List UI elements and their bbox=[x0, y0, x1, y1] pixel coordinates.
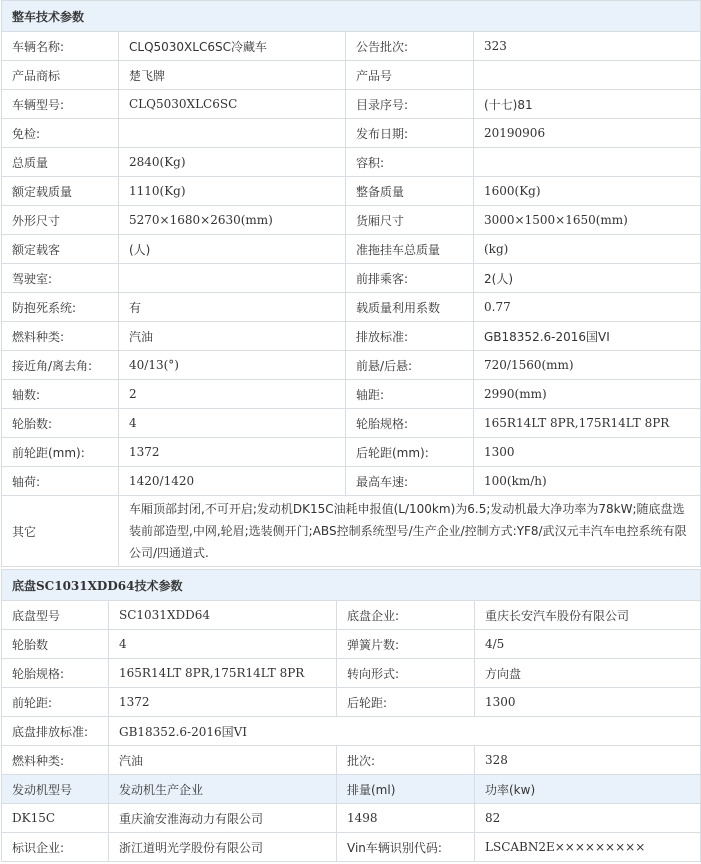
chassis-section-header: 底盘SC1031XDD64技术参数 bbox=[2, 570, 701, 601]
vehicle-param-value: CLQ5030XLC6SC冷藏车 bbox=[119, 32, 346, 61]
vehicle-param-value: (kg) bbox=[474, 235, 701, 264]
vehicle-param-value: (人) bbox=[119, 235, 346, 264]
vehicle-param-row bbox=[2, 380, 701, 409]
vehicle-param-row bbox=[2, 32, 701, 61]
vehicle-param-label: 驾驶室: bbox=[2, 264, 119, 293]
vehicle-param-row bbox=[2, 235, 701, 264]
chassis-param-value: 1372 bbox=[109, 688, 337, 717]
vehicle-param-label: 前排乘客: bbox=[346, 264, 474, 293]
vehicle-param-value: 40/13(°) bbox=[119, 351, 346, 380]
chassis-fuel-label: 燃料种类: bbox=[2, 746, 109, 775]
vehicle-param-label: 轮胎规格: bbox=[346, 409, 474, 438]
vehicle-param-label: 容积: bbox=[346, 148, 474, 177]
vehicle-param-label: 整备质量 bbox=[346, 177, 474, 206]
vehicle-param-label: 排放标准: bbox=[346, 322, 474, 351]
vehicle-param-row bbox=[2, 409, 701, 438]
vehicle-param-value: 有 bbox=[119, 293, 346, 322]
chassis-batch-value: 328 bbox=[475, 746, 701, 775]
vehicle-param-label: 额定载质量 bbox=[2, 177, 119, 206]
chassis-param-row bbox=[2, 601, 701, 630]
vehicle-param-row bbox=[2, 293, 701, 322]
vehicle-param-value: 1300 bbox=[474, 438, 701, 467]
chassis-param-value: 4 bbox=[109, 630, 337, 659]
vehicle-param-value: 1420/1420 bbox=[119, 467, 346, 496]
chassis-emission-label: 底盘排放标准: bbox=[2, 717, 109, 746]
engine-model-value: DK15C bbox=[2, 804, 109, 833]
vehicle-param-label: 产品商标 bbox=[2, 61, 119, 90]
vehicle-param-value: 2 bbox=[119, 380, 346, 409]
vehicle-param-label: 轴数: bbox=[2, 380, 119, 409]
label-company-value: 浙江道明光学股份有限公司 bbox=[109, 833, 337, 862]
chassis-param-value: 1300 bbox=[475, 688, 701, 717]
vehicle-param-label: 发布日期: bbox=[346, 119, 474, 148]
chassis-param-value: 4/5 bbox=[475, 630, 701, 659]
chassis-param-label: 弹簧片数: bbox=[337, 630, 475, 659]
chassis-param-row bbox=[2, 659, 701, 688]
chassis-param-row bbox=[2, 630, 701, 659]
vehicle-param-value: 323 bbox=[474, 32, 701, 61]
vin-value: LSCABN2E××××××××× bbox=[475, 833, 701, 862]
vehicle-param-value: 汽油 bbox=[119, 322, 346, 351]
vehicle-param-value: 2(人) bbox=[474, 264, 701, 293]
vehicle-params-table bbox=[1, 0, 701, 567]
other-label: 其它 bbox=[2, 496, 119, 567]
chassis-param-row bbox=[2, 688, 701, 717]
chassis-param-label: 转向形式: bbox=[337, 659, 475, 688]
vehicle-param-value: (十七)81 bbox=[474, 90, 701, 119]
vehicle-param-value: 2990(mm) bbox=[474, 380, 701, 409]
vehicle-param-value: 1600(Kg) bbox=[474, 177, 701, 206]
vehicle-param-row bbox=[2, 322, 701, 351]
vehicle-param-label: 额定载客 bbox=[2, 235, 119, 264]
vehicle-param-value bbox=[474, 61, 701, 90]
vehicle-param-label: 产品号 bbox=[346, 61, 474, 90]
vehicle-param-label: 接近角/离去角: bbox=[2, 351, 119, 380]
vehicle-param-value: 100(km/h) bbox=[474, 467, 701, 496]
engine-power-header: 功率(kw) bbox=[475, 775, 701, 804]
chassis-param-value: 方向盘 bbox=[475, 659, 701, 688]
engine-displacement-header: 排量(ml) bbox=[337, 775, 475, 804]
vehicle-param-row bbox=[2, 438, 701, 467]
chassis-param-value: 165R14LT 8PR,175R14LT 8PR bbox=[109, 659, 337, 688]
vehicle-param-row bbox=[2, 90, 701, 119]
chassis-param-label: 轮胎规格: bbox=[2, 659, 109, 688]
engine-displacement-value: 1498 bbox=[337, 804, 475, 833]
vehicle-param-label: 轮胎数: bbox=[2, 409, 119, 438]
chassis-fuel-value: 汽油 bbox=[109, 746, 337, 775]
vehicle-param-value bbox=[119, 119, 346, 148]
chassis-param-label: 底盘企业: bbox=[337, 601, 475, 630]
vehicle-param-row bbox=[2, 264, 701, 293]
vehicle-param-row bbox=[2, 61, 701, 90]
vehicle-param-label: 外形尺寸 bbox=[2, 206, 119, 235]
vehicle-param-label: 防抱死系统: bbox=[2, 293, 119, 322]
vehicle-param-value: 2840(Kg) bbox=[119, 148, 346, 177]
vehicle-param-value: 3000×1500×1650(mm) bbox=[474, 206, 701, 235]
vehicle-param-label: 载质量利用系数 bbox=[346, 293, 474, 322]
vehicle-param-label: 后轮距(mm): bbox=[346, 438, 474, 467]
vehicle-param-label: 免检: bbox=[2, 119, 119, 148]
vehicle-param-row bbox=[2, 119, 701, 148]
chassis-batch-label: 批次: bbox=[337, 746, 475, 775]
vehicle-param-label: 最高车速: bbox=[346, 467, 474, 496]
vehicle-param-row bbox=[2, 177, 701, 206]
vehicle-section-header: 整车技术参数 bbox=[2, 1, 701, 32]
vehicle-param-label: 轴荷: bbox=[2, 467, 119, 496]
chassis-param-label: 后轮距: bbox=[337, 688, 475, 717]
vehicle-param-row bbox=[2, 206, 701, 235]
vehicle-param-value: 165R14LT 8PR,175R14LT 8PR bbox=[474, 409, 701, 438]
vehicle-param-value: GB18352.6-2016国VI bbox=[474, 322, 701, 351]
chassis-params-table bbox=[1, 569, 701, 862]
vehicle-param-label: 目录序号: bbox=[346, 90, 474, 119]
vehicle-param-label: 轴距: bbox=[346, 380, 474, 409]
vehicle-param-row bbox=[2, 351, 701, 380]
vehicle-param-value bbox=[474, 148, 701, 177]
vehicle-param-value: 720/1560(mm) bbox=[474, 351, 701, 380]
vehicle-param-row bbox=[2, 148, 701, 177]
engine-maker-value: 重庆渝安淮海动力有限公司 bbox=[109, 804, 337, 833]
vehicle-param-label: 车辆型号: bbox=[2, 90, 119, 119]
chassis-param-label: 前轮距: bbox=[2, 688, 109, 717]
vehicle-param-value: 楚飞牌 bbox=[119, 61, 346, 90]
vehicle-param-value bbox=[119, 264, 346, 293]
vehicle-param-value: 0.77 bbox=[474, 293, 701, 322]
vehicle-param-value: CLQ5030XLC6SC bbox=[119, 90, 346, 119]
other-value: 车厢顶部封闭,不可开启;发动机DK15C油耗申报值(L/100km)为6.5;发动机最大净功率为78kW;随底盘选装前部造型,中网,轮眉;选装侧开门;ABS控制系统型号/生产企业/控制方式:YF8/武汉元丰汽车电控系统有限公司/四通道式. bbox=[119, 496, 701, 567]
chassis-param-value: 重庆长安汽车股份有限公司 bbox=[475, 601, 701, 630]
chassis-param-label: 底盘型号 bbox=[2, 601, 109, 630]
engine-maker-header: 发动机生产企业 bbox=[109, 775, 337, 804]
vehicle-param-label: 燃料种类: bbox=[2, 322, 119, 351]
vehicle-param-label: 前悬/后悬: bbox=[346, 351, 474, 380]
vehicle-param-label: 准拖挂车总质量 bbox=[346, 235, 474, 264]
chassis-param-label: 轮胎数 bbox=[2, 630, 109, 659]
vehicle-param-value: 1110(Kg) bbox=[119, 177, 346, 206]
vehicle-param-label: 货厢尺寸 bbox=[346, 206, 474, 235]
engine-model-header: 发动机型号 bbox=[2, 775, 109, 804]
vehicle-param-label: 车辆名称: bbox=[2, 32, 119, 61]
vehicle-param-value: 4 bbox=[119, 409, 346, 438]
vehicle-param-value: 1372 bbox=[119, 438, 346, 467]
vehicle-param-label: 前轮距(mm): bbox=[2, 438, 119, 467]
vehicle-param-label: 公告批次: bbox=[346, 32, 474, 61]
chassis-emission-value: GB18352.6-2016国VI bbox=[109, 717, 701, 746]
vehicle-param-row bbox=[2, 467, 701, 496]
vehicle-param-value: 20190906 bbox=[474, 119, 701, 148]
vin-label: Vin车辆识别代码: bbox=[337, 833, 475, 862]
chassis-param-value: SC1031XDD64 bbox=[109, 601, 337, 630]
label-company-label: 标识企业: bbox=[2, 833, 109, 862]
vehicle-param-value: 5270×1680×2630(mm) bbox=[119, 206, 346, 235]
vehicle-param-label: 总质量 bbox=[2, 148, 119, 177]
engine-power-value: 82 bbox=[475, 804, 701, 833]
